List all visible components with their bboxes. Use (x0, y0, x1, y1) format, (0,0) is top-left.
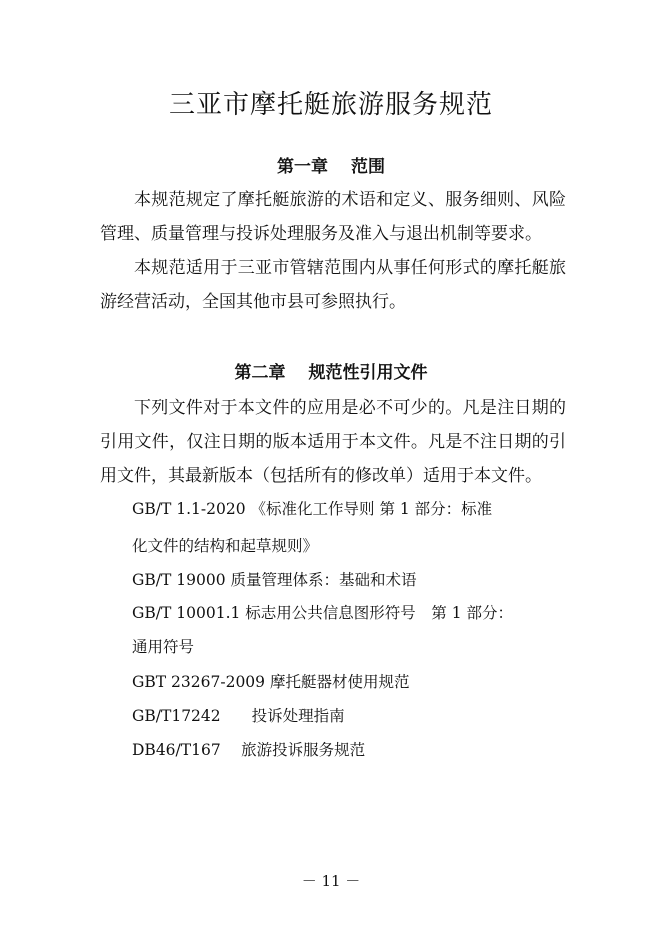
reference-line: GB/T 10001.1 标志用公共信息图形符号 第 1 部分： (132, 604, 513, 622)
page-number: － 11 － (301, 872, 361, 890)
chapter-1-paragraph-1: 本规范规定了摩托艇旅游的术语和定义、服务细则、风险管理、质量管理与投诉处理服务及准入与退出机制等要求。 (100, 190, 566, 244)
reference-line: DB46/T167 旅游投诉服务规范 (132, 741, 366, 759)
chapter-1-heading: 第一章 范围 (277, 157, 385, 177)
document-title: 三亚市摩托艇旅游服务规范 (168, 90, 493, 120)
reference-line: 化文件的结构和起草规则》 (132, 537, 319, 555)
reference-line: GB/T 19000 质量管理体系：基础和术语 (132, 571, 417, 589)
reference-line: GBT 23267-2009 摩托艇器材使用规范 (132, 673, 410, 691)
reference-line: GB/T17242 投诉处理指南 (132, 707, 345, 725)
reference-line: GB/T 1.1-2020 《标准化工作导则 第 1 部分：标准 (132, 500, 493, 518)
chapter-1-paragraph-2: 本规范适用于三亚市管辖范围内从事任何形式的摩托艇旅游经营活动，全国其他市县可参照执行。 (100, 258, 566, 312)
chapter-2-heading: 第二章 规范性引用文件 (234, 363, 428, 383)
chapter-2-paragraph-1: 下列文件对于本文件的应用是必不可少的。凡是注日期的引用文件，仅注日期的版本适用于本文件。凡是不注日期的引用文件，其最新版本（包括所有的修改单）适用于本文件。 (100, 398, 566, 486)
reference-line: 通用符号 (132, 638, 195, 656)
